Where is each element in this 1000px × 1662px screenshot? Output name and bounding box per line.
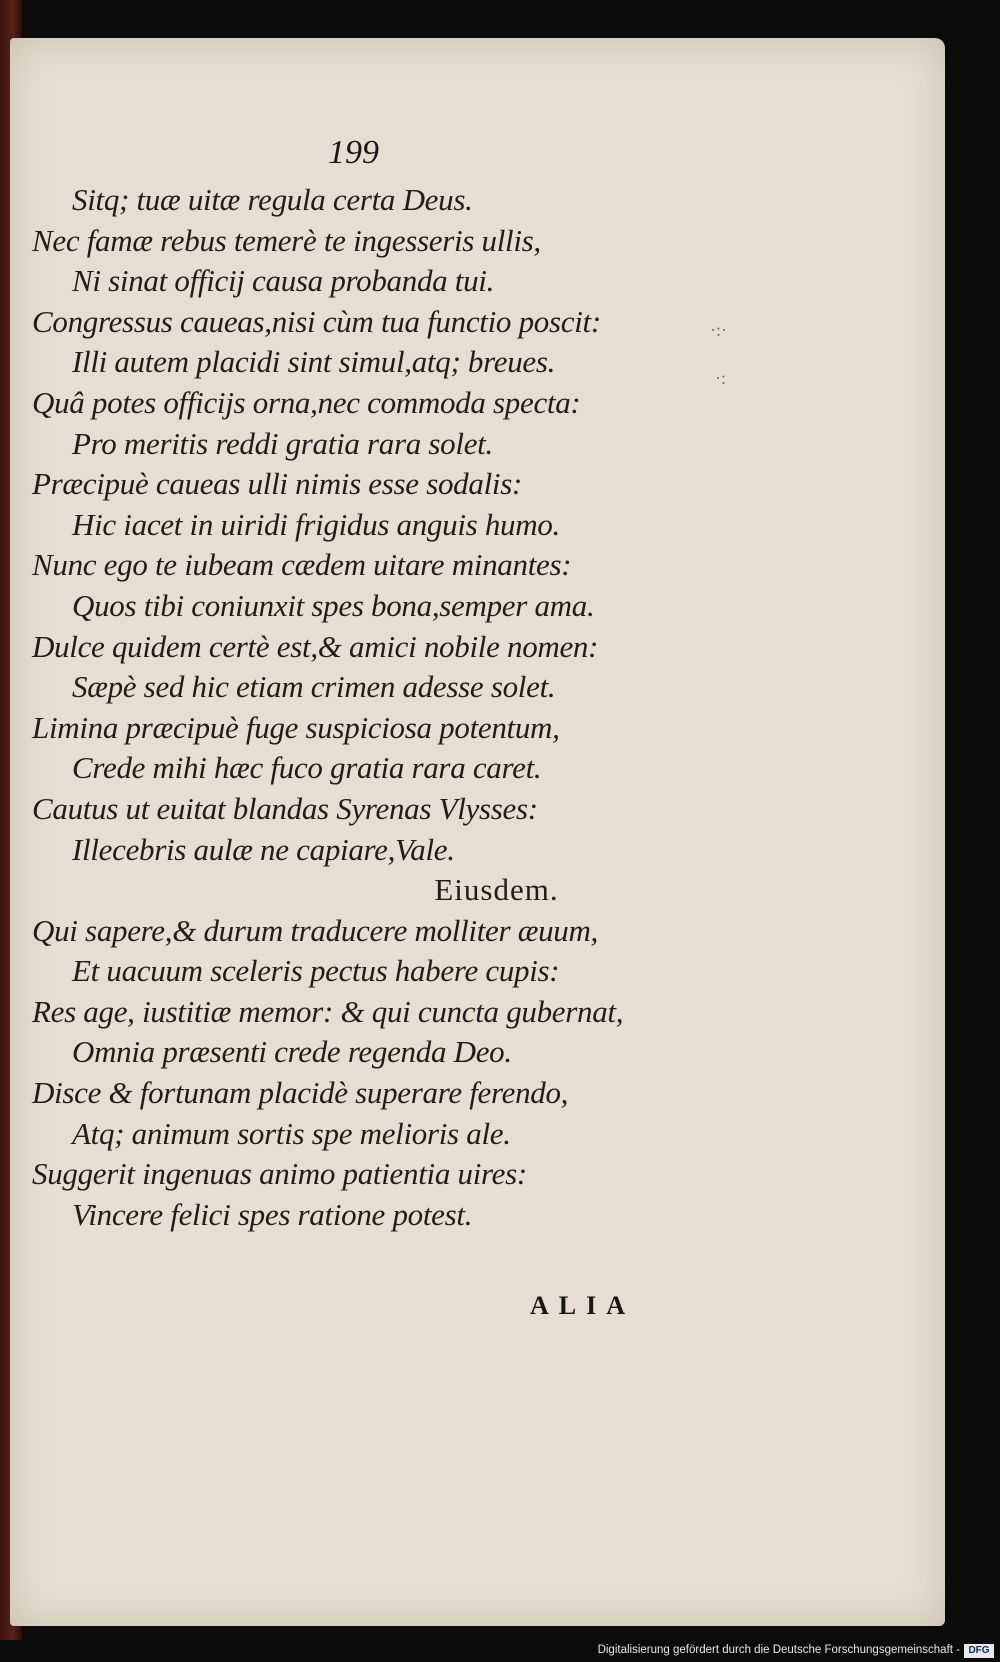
- verse-line: Et uacuum sceleris pectus habere cupis:: [72, 953, 560, 989]
- verse-line: Dulce quidem certè est,& amici nobile nomen:: [32, 628, 599, 664]
- verse-line: Sitq; tuæ uitæ regula certa Deus.: [72, 182, 473, 217]
- verse-line: Vincere felici spes ratione potest.: [72, 1196, 473, 1232]
- verse-line: Suggerit ingenuas animo patientia uires:: [32, 1156, 527, 1192]
- verse-line: Pro meritis reddi gratia rara solet.: [72, 425, 493, 461]
- verse-line: Atq; animum sortis spe melioris ale.: [72, 1115, 511, 1151]
- verse-line: Illi autem placidi sint simul,atq; breues.: [72, 344, 556, 380]
- section-heading: Eiusdem.: [434, 872, 559, 908]
- paper-page: [10, 38, 945, 1626]
- verse-line: Crede mihi hæc fuco gratia rara caret.: [72, 750, 542, 786]
- marginal-stain: ·:: [715, 368, 726, 388]
- verse-line: Sæpè sed hic etiam crimen adesse solet.: [72, 669, 556, 705]
- verse-line: Omnia præsenti crede regenda Deo.: [72, 1034, 512, 1070]
- verse-line: Limina præcipuè fuge suspiciosa potentum,: [32, 709, 560, 745]
- verse-line: Congressus caueas,nisi cùm tua functio poscit:: [32, 303, 601, 339]
- verse-line: Cautus ut euitat blandas Syrenas Vlysses:: [32, 790, 538, 826]
- catchword: ALIA: [530, 1291, 636, 1320]
- verse-line: Ni sinat officij causa probanda tui.: [72, 263, 495, 299]
- page-number: 199: [328, 134, 379, 171]
- poem-text: [10, 180, 945, 1235]
- verse-line: Disce & fortunam placidè superare ferendo,: [32, 1075, 569, 1111]
- verse-line: Res age, iustitiæ memor: & qui cuncta gubernat,: [32, 993, 624, 1029]
- verse-line: Quâ potes officijs orna,nec commoda specta:: [32, 384, 581, 420]
- verse-line: Hic iacet in uiridi frigidus anguis humo.: [72, 506, 560, 542]
- marginal-stain: ·:·: [710, 320, 727, 340]
- verse-line: Quos tibi coniunxit spes bona,semper ama.: [72, 587, 595, 623]
- funding-credit: Digitalisierung gefördert durch die Deutsche Forschungsgemeinschaft -: [597, 1644, 960, 1656]
- verse-line: Qui sapere,& durum traducere molliter æuum,: [32, 912, 599, 948]
- verse-line: Præcipuè caueas ulli nimis esse sodalis:: [32, 466, 522, 502]
- dfg-logo[interactable]: DFG: [964, 1644, 994, 1658]
- verse-line: Nunc ego te iubeam cædem uitare minantes:: [32, 547, 572, 583]
- verse-line: Nec famæ rebus temerè te ingesseris ullis,: [32, 222, 541, 258]
- verse-line: Illecebris aulæ ne capiare,Vale.: [72, 831, 455, 867]
